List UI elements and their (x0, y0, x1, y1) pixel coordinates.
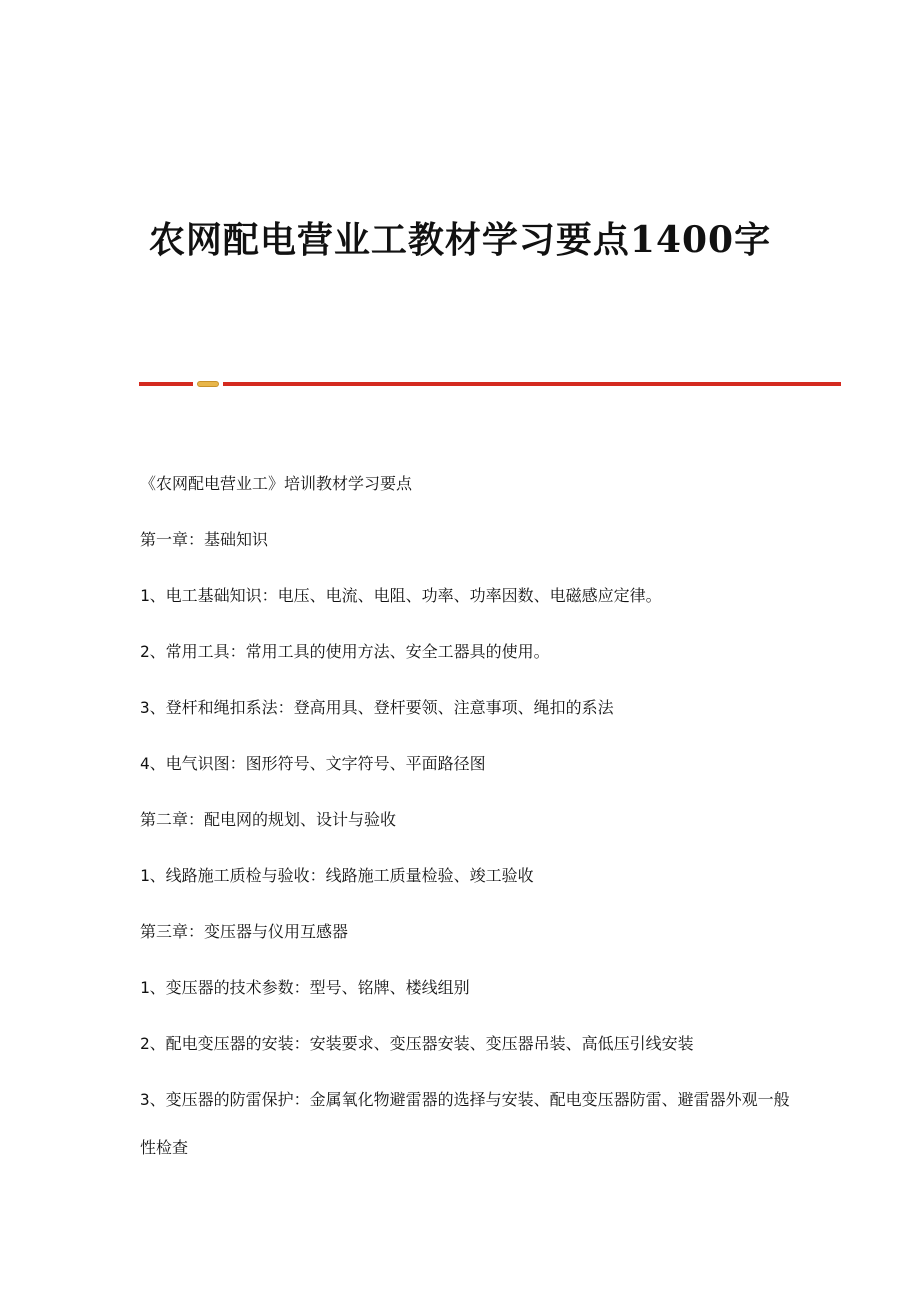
chapter-1-item-2: 2、常用工具：常用工具的使用方法、安全工器具的使用。 (140, 642, 550, 661)
chapter-1-item-1: 1、电工基础知识：电压、电流、电阻、功率、功率因数、电磁感应定律。 (140, 586, 662, 605)
chapter-2-item-1: 1、线路施工质检与验收：线路施工质量检验、竣工验收 (140, 866, 534, 885)
intro-heading: 《农网配电营业工》培训教材学习要点 (140, 474, 413, 493)
chapter-2-heading: 第二章：配电网的规划、设计与验收 (140, 810, 397, 829)
chapter-1-heading: 第一章：基础知识 (140, 530, 269, 549)
chapter-3-item-2: 2、配电变压器的安装：安装要求、变压器安装、变压器吊装、高低压引线安装 (140, 1034, 694, 1053)
chapter-1-item-4: 4、电气识图：图形符号、文字符号、平面路径图 (140, 754, 486, 773)
divider-left-segment (139, 382, 193, 386)
document-title: 农网配电营业工教材学习要点1400字 (148, 219, 772, 261)
divider-ornament-icon (197, 381, 219, 387)
chapter-3-item-3: 3、变压器的防雷保护：金属氧化物避雷器的选择与安装、配电变压器防雷、避雷器外观一般性检查 (140, 1090, 790, 1157)
title-divider (139, 381, 841, 387)
divider-right-segment (223, 382, 841, 386)
document-body (140, 470, 790, 1200)
chapter-1-item-3: 3、登杆和绳扣系法：登高用具、登杆要领、注意事项、绳扣的系法 (140, 698, 614, 717)
chapter-3-item-1: 1、变压器的技术参数：型号、铭牌、楼线组别 (140, 978, 470, 997)
chapter-3-heading: 第三章：变压器与仪用互感器 (140, 922, 349, 941)
